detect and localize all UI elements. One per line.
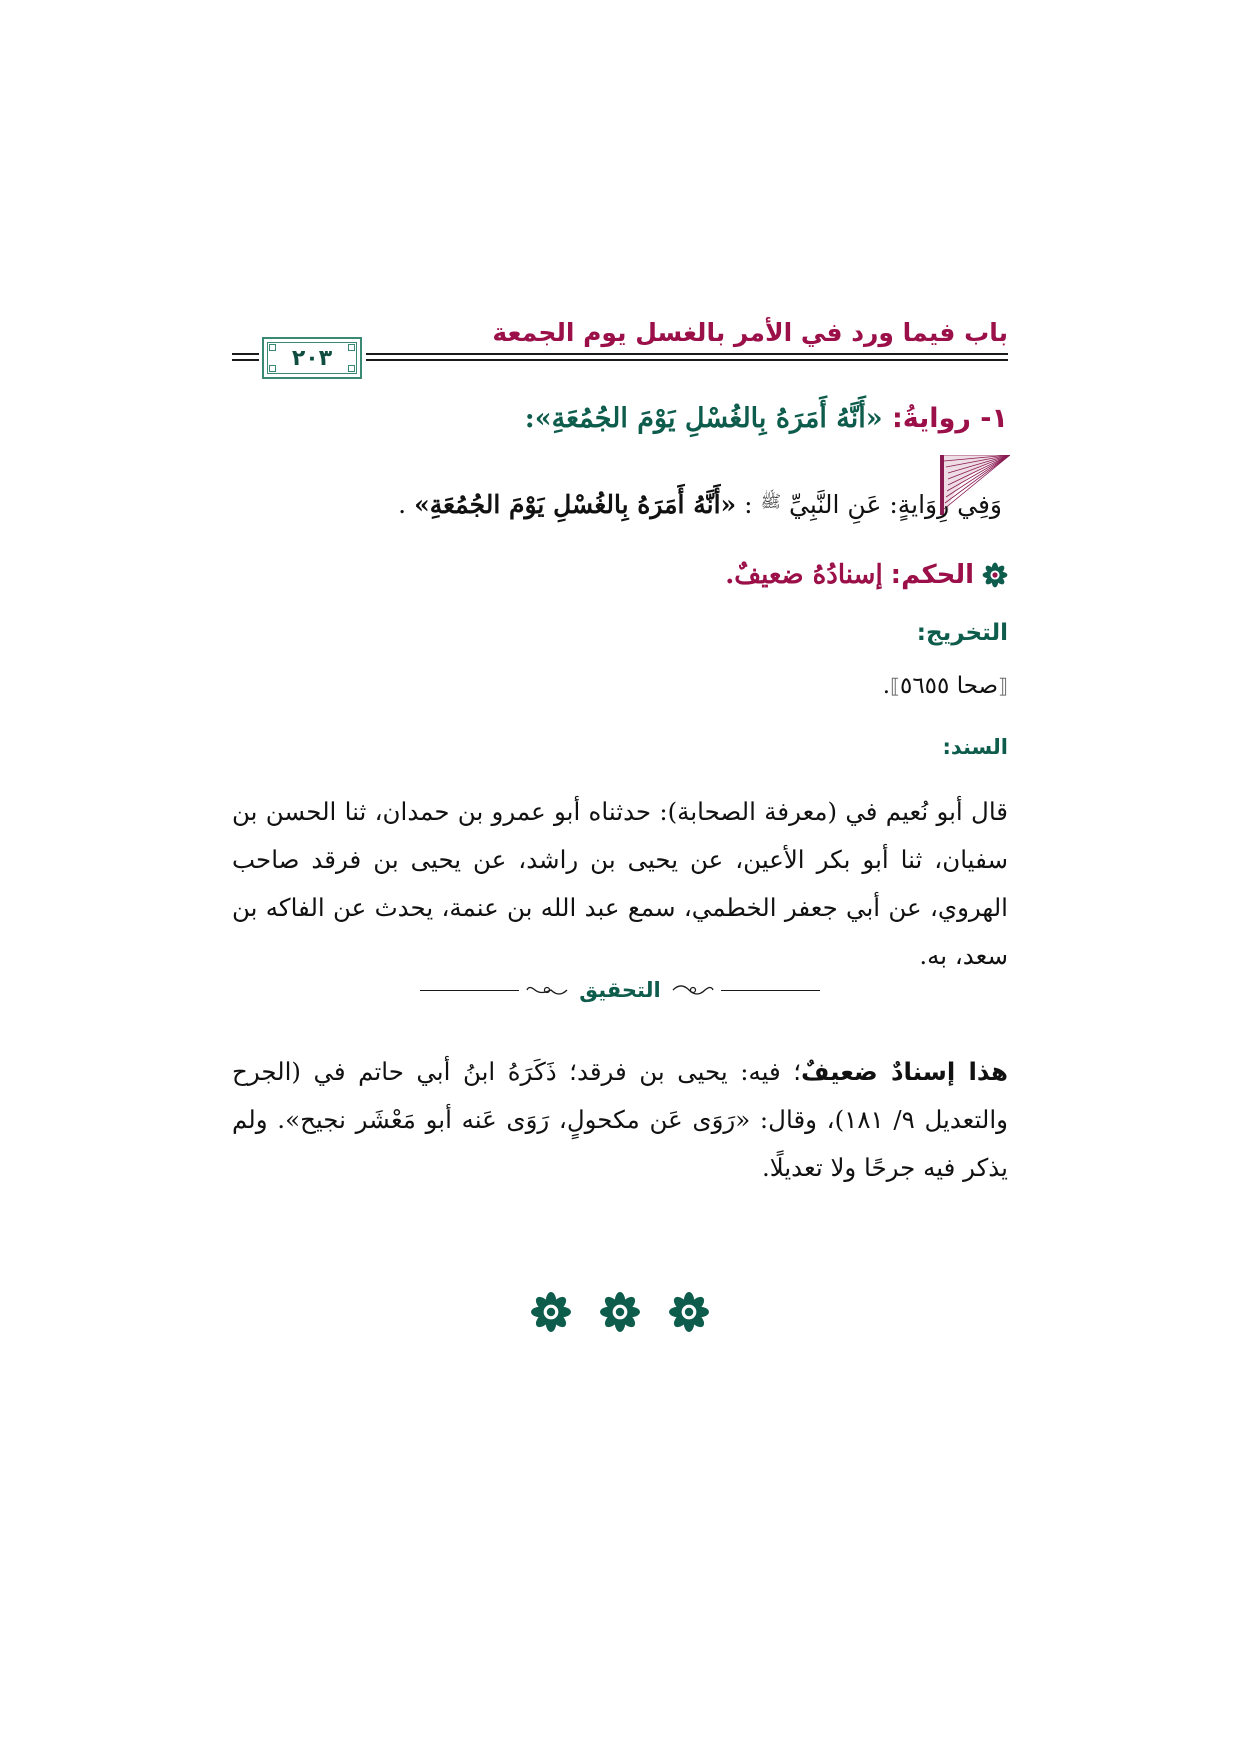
flower-ornament-icon	[982, 562, 1008, 588]
page-number-frame	[262, 337, 362, 379]
flower-ornament-icon	[599, 1291, 641, 1333]
tahqiq-body: ؛ فيه: يحيى بن فرقد؛ ذَكَرَهُ ابنُ أبي حاتم في (الجرح والتعديل ٩/ ١٨١)، وقال: «رَوَى عَن مكحولٍ، رَوَى عَنه أبو مَعْشَر نجيح». ولم يذكر فيه جرحًا ولا تعديلًا.	[232, 1057, 1009, 1182]
source-end: .	[882, 673, 891, 699]
ruling-line	[725, 560, 1008, 590]
source-code: صحا ٥٦٥٥	[899, 673, 999, 699]
honorific-mark: ﷺ	[760, 492, 782, 512]
header-rule-bottom	[366, 359, 1008, 361]
divider-line	[721, 990, 820, 991]
tahqiq-heading: التحقيق	[579, 978, 661, 1002]
tahqiq-divider	[420, 970, 820, 1010]
chapter-title: باب فيما ورد في الأمر بالغسل يوم الجمعة	[492, 318, 1008, 347]
tahqiq-paragraph	[232, 1048, 1008, 1192]
header-rule-top	[366, 353, 1008, 355]
header-rule-left-top	[232, 353, 259, 355]
flower-ornament-icon	[530, 1291, 572, 1333]
frame-corner-ornament	[269, 344, 276, 351]
frame-corner-ornament	[269, 365, 276, 372]
end-ornaments	[530, 1290, 710, 1334]
source-reference	[883, 673, 1008, 699]
header-rule-left-bottom	[232, 359, 259, 361]
hadith-intro: وَفِي رِوَايةٍ: عَنِ النَّبِيِّ	[788, 490, 1002, 519]
flower-ornament-icon	[668, 1291, 710, 1333]
frame-corner-ornament	[348, 344, 355, 351]
swirl-ornament-icon	[525, 981, 569, 999]
ruling-value: إسنادُهُ ضعيفٌ.	[725, 560, 883, 590]
hadith-line	[398, 490, 1002, 519]
hadith-text: «أَنَّهُ أَمَرَهُ بِالغُسْلِ يَوْمَ الجُمُعَةِ»	[414, 490, 737, 519]
sanad-heading: السند:	[942, 735, 1008, 759]
page-number: ٢٠٣	[291, 345, 333, 371]
narration-number: ١-	[980, 403, 1008, 434]
hadith-end: .	[398, 490, 407, 519]
bracket-close: ⟧	[890, 674, 900, 698]
ruling-label: الحكم:	[890, 560, 974, 590]
swirl-ornament-icon	[671, 981, 715, 999]
bracket-open: ⟦	[998, 674, 1008, 698]
frame-corner-ornament	[348, 365, 355, 372]
divider-line	[420, 990, 519, 991]
narration-heading	[525, 403, 1008, 434]
narration-label: روايةُ:	[892, 403, 971, 434]
takhrij-heading: التخريج:	[916, 620, 1008, 646]
sanad-paragraph: قال أبو نُعيم في (معرفة الصحابة): حدثناه أبو عمرو بن حمدان، ثنا الحسن بن سفيان، ثنا أبو بكر الأعين، عن يحيى بن راشد، عن يحيى بن فرقد صاحب الهروي، عن أبي جعفر الخطمي، سمع عبد الله بن عنمة، يحدث عن الفاكه بن سعد، به.	[232, 797, 1008, 970]
tahqiq-lead: هذا إسنادٌ ضعيفٌ	[801, 1057, 1009, 1086]
hadith-colon: :	[744, 490, 753, 519]
narration-quote: «أَنَّهُ أَمَرَهُ بِالغُسْلِ يَوْمَ الجُمُعَةِ»:	[524, 403, 883, 434]
